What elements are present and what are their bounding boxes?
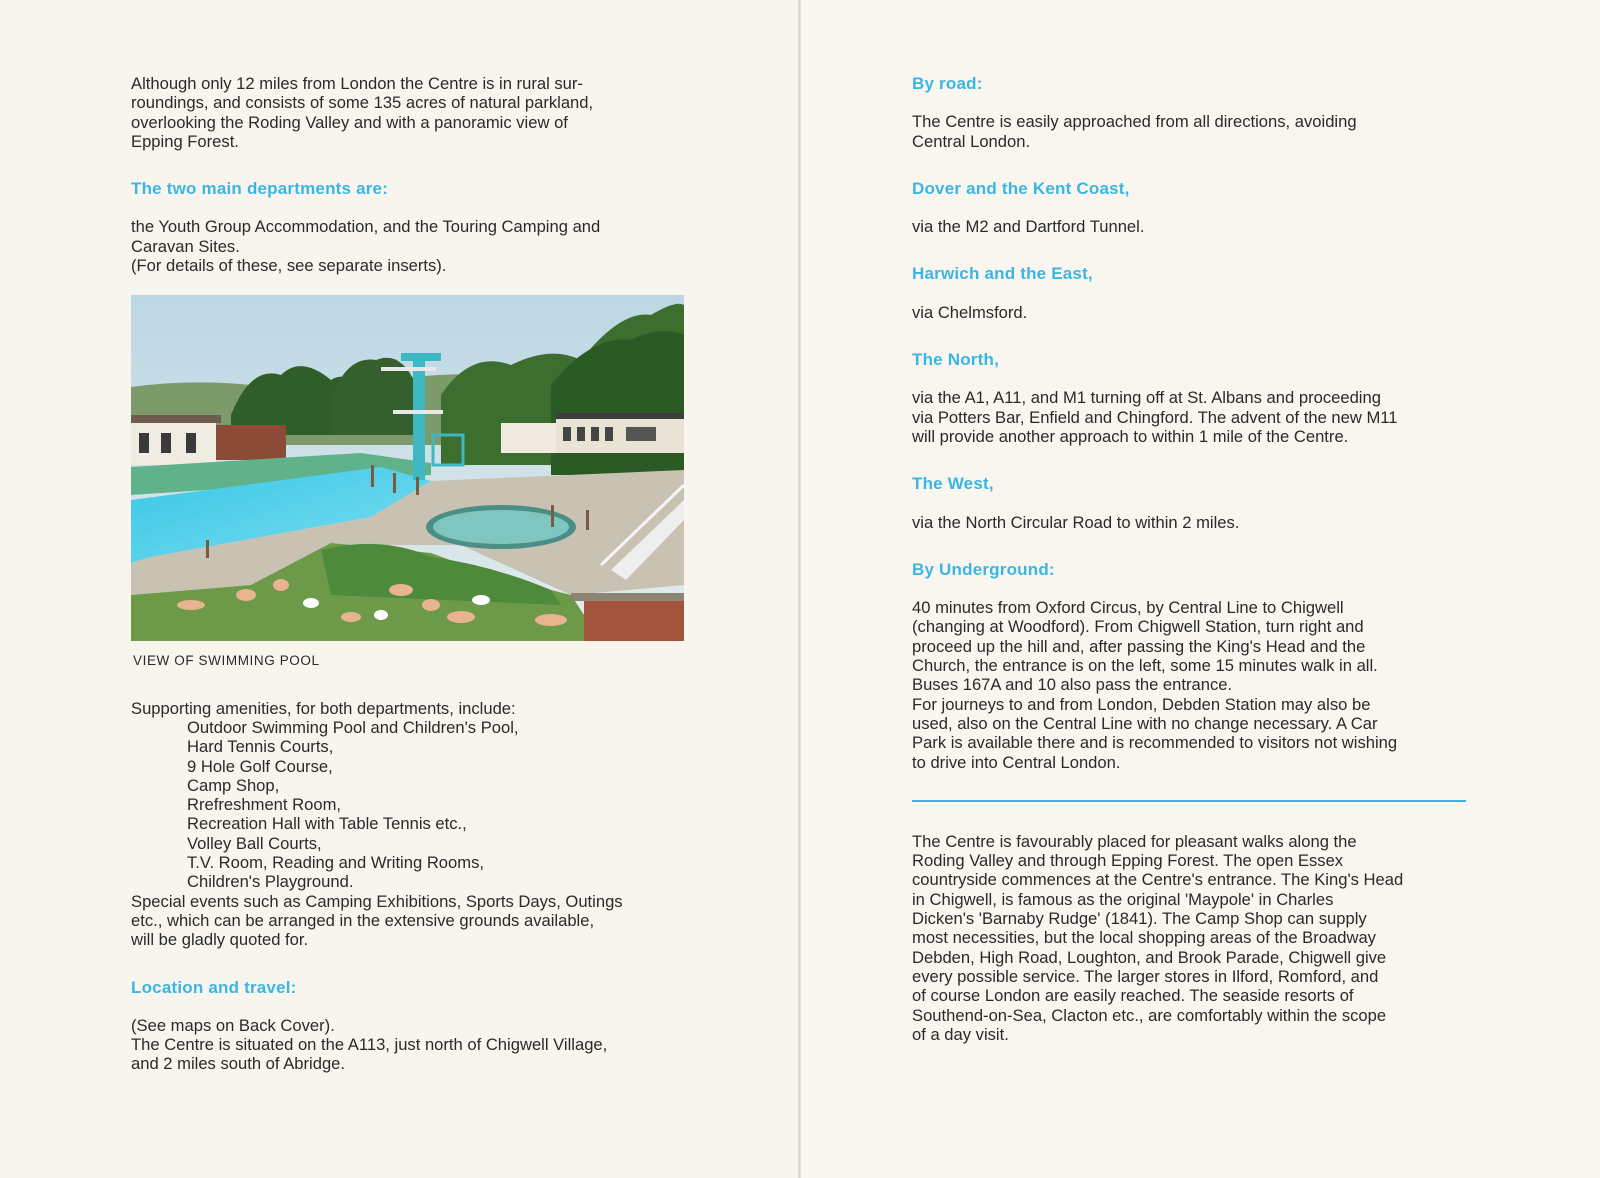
harwich-text: via Chelmsford. [912,302,1028,322]
amenities-block [131,699,684,718]
special-events-paragraph: Special events such as Camping Exhibitions, Sports Days, Outings etc., which can be arranged in the extensive grounds available, will be gladly quoted for. [131,891,623,950]
list-item: Hard Tennis Courts, [187,737,334,757]
list-item: Camp Shop, [187,775,280,795]
intro-paragraph: Although only 12 miles from London the Centre is in rural sur- roundings, and consists of some 135 acres of natural parkland, overlooking the Roding Valley and with a panoramic view of Epping Forest. [131,74,594,151]
list-item: Recreation Hall with Table Tennis etc., [187,814,467,834]
location-paragraph: (See maps on Back Cover). The Centre is situated on the A113, just north of Chigwell Village, and 2 miles south of Abridge. [131,1015,608,1074]
photo-caption: VIEW OF SWIMMING POOL [133,653,320,669]
walks-paragraph: The Centre is favourably placed for pleasant walks along the Roding Valley and through Epping Forest. The open Essex countryside commences at the Centre's entrance. The King's Head in Chigwell, is famous as the original 'Maypole' in Charles Dicken's 'Barnaby Rudge' (1841). The Camp Shop can supply most necessities, but the local shopping areas of the Broadway Debden, High Road, Loughton, and Brook Parade, Chigwell give every possible service. The larger stores in Ilford, Romford, and of course London are easily reached. The seaside resorts of Southend-on-Sea, Clacton etc., are comfortably within the scope of a day visit. [912,831,1404,1044]
departments-heading: The two main departments are: [131,179,389,199]
dover-heading: Dover and the Kent Coast, [912,178,1130,198]
list-item: Volley Ball Courts, [187,833,322,853]
underground-heading: By Underground: [912,559,1055,579]
list-item: T.V. Room, Reading and Writing Rooms, [187,853,484,873]
location-heading: Location and travel: [131,977,297,997]
swimming-pool-photo [131,295,684,641]
harwich-heading: Harwich and the East, [912,264,1093,284]
west-text: via the North Circular Road to within 2 miles. [912,512,1240,532]
list-item: Children's Playground. [187,872,354,892]
dover-text: via the M2 and Dartford Tunnel. [912,217,1145,237]
by-road-paragraph: The Centre is easily approached from all directions, avoiding Central London. [912,112,1357,151]
underground-paragraph: 40 minutes from Oxford Circus, by Central Line to Chigwell (changing at Woodford). From Chigwell Station, turn right and proceed up the hill and, after passing the King's Head and the Church, the entrance is on the left, some 15 minutes walk in all. Buses 167A and 10 also pass the entrance. For journeys to and from London, Debden Station may also be used, also on the Central Line with no change necessary. A Car Park is available there and is recommended to visitors not wishing to drive into Central London. [912,598,1398,772]
by-road-heading: By road: [912,74,983,93]
list-item: 9 Hole Golf Course, [187,756,333,776]
right-column [912,74,1470,1044]
amenities-intro: Supporting amenities, for both departments, include: [131,698,516,718]
section-divider [912,800,1466,802]
north-heading: The North, [912,350,999,370]
departments-paragraph: the Youth Group Accommodation, and the Touring Camping and Caravan Sites. (For details of these, see separate inserts). [131,217,601,276]
list-item: Outdoor Swimming Pool and Children's Pool, [187,717,519,737]
north-paragraph: via the A1, A11, and M1 turning off at St. Albans and proceeding via Potters Bar, Enfield and Chingford. The advent of the new M11 will provide another approach to within 1 mile of the Centre. [912,388,1398,446]
list-item: Rrefreshment Room, [187,795,342,815]
left-column [131,74,684,1074]
west-heading: The West, [912,474,994,494]
amenities-list [131,718,684,892]
